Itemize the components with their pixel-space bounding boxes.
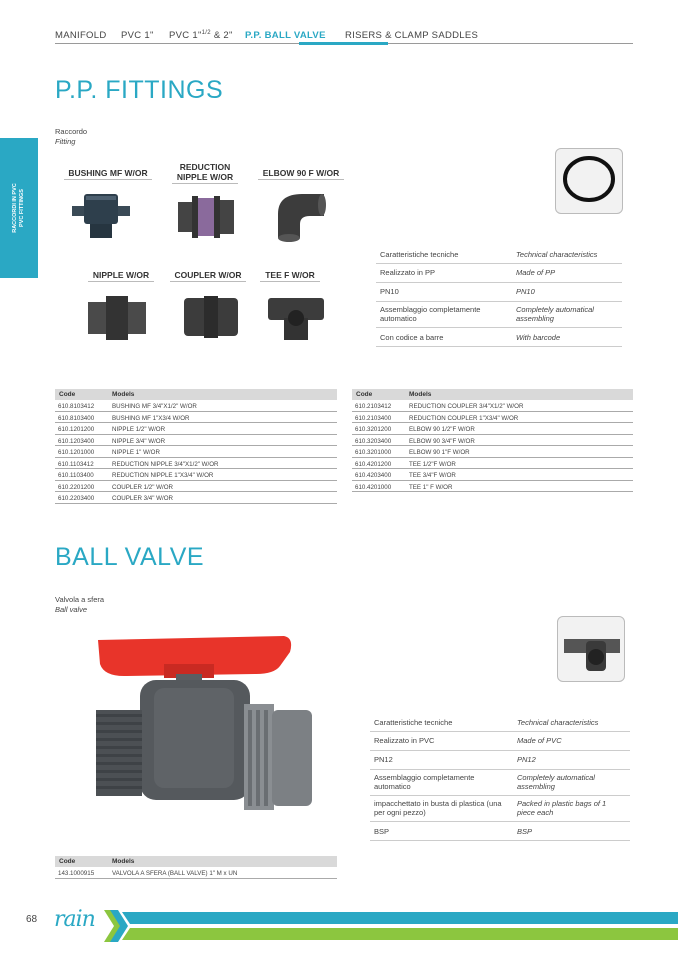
label-elbow-90: ELBOW 90 F W/OR xyxy=(258,168,344,180)
fittings-chars-it-4: Con codice a barre xyxy=(380,333,444,342)
table-header xyxy=(55,389,337,400)
nav-pvc-1-half-2-tail: & 2" xyxy=(210,30,233,42)
label-coupler: COUPLER W/OR xyxy=(170,270,246,282)
cell-model: NIPPLE 1/2" W/OR xyxy=(112,426,166,433)
fittings-chars-en-2: PN10 xyxy=(516,287,535,296)
ballvalve-chars-en-2: PN12 xyxy=(517,755,536,764)
nav-manifold[interactable]: MANIFOLD xyxy=(55,30,107,41)
table-row xyxy=(352,435,633,447)
cell-code: 610.1103400 xyxy=(58,472,94,479)
cell-code: 143.1000915 xyxy=(58,870,95,877)
side-tab-line1: RACCORDI IN PVC xyxy=(12,183,18,233)
side-tab-line2: PVC FITTINGS xyxy=(19,189,25,227)
header-code: Code xyxy=(59,391,76,398)
ballvalve-subtitle xyxy=(55,595,104,614)
ballvalve-chars-head-it: Caratteristiche tecniche xyxy=(374,718,453,727)
nav-pvc-1-half-2[interactable] xyxy=(169,30,233,41)
table-row xyxy=(352,481,633,493)
cell-code: 610.2103400 xyxy=(355,414,392,422)
ballvalve-code-table xyxy=(55,856,337,880)
label-nipple: NIPPLE W/OR xyxy=(88,270,154,282)
o-ring-icon xyxy=(556,149,622,213)
ballvalve-subtitle-en: Ball valve xyxy=(55,604,88,614)
cell-code: 610.4201000 xyxy=(355,483,392,491)
footer-stripes xyxy=(104,908,678,944)
ball-valve-thumbnail xyxy=(557,616,625,682)
fittings-chars-it-1: Realizzato in PP xyxy=(380,268,436,277)
table-row xyxy=(55,400,337,412)
nipple-image xyxy=(86,292,148,344)
o-ring-thumbnail xyxy=(555,148,623,214)
header-models: Models xyxy=(112,391,135,398)
coupler-image xyxy=(180,292,242,342)
table-row xyxy=(352,446,633,458)
page-number: 68 xyxy=(26,914,38,925)
table-row xyxy=(352,412,633,424)
cell-code: 610.1103412 xyxy=(58,460,94,468)
fittings-chars-row xyxy=(376,283,622,302)
nav-risers-clamp-saddles[interactable]: RISERS & CLAMP SADDLES xyxy=(345,30,479,41)
ballvalve-chars-row xyxy=(370,822,630,841)
ballvalve-chars-it-1: Realizzato in PVC xyxy=(374,736,435,745)
cell-code: 610.3201000 xyxy=(355,449,392,456)
table-header xyxy=(352,389,633,400)
ballvalve-chars-en-3: Completely automatical assembling xyxy=(517,773,595,791)
ballvalve-chars-it-3: Assemblaggio completamente automatico xyxy=(374,773,475,791)
label-tee-f: TEE F W/OR xyxy=(260,270,320,282)
cell-model: TEE 1" F W/OR xyxy=(409,483,453,491)
cell-model: TEE 3/4"F W/OR xyxy=(409,472,456,479)
cell-code: 610.8103412 xyxy=(58,403,95,410)
cell-code: 610.8103400 xyxy=(58,414,95,422)
elbow-90-image xyxy=(272,188,328,244)
nav-active-underline xyxy=(299,42,388,45)
nav-pvc-1-half-2-main: PVC 1" xyxy=(169,30,202,42)
ballvalve-chars-header xyxy=(370,713,630,732)
cell-model: REDUCTION NIPPLE 3/4"X1/2" W/OR xyxy=(112,460,219,468)
side-tab-text xyxy=(12,183,26,233)
nav-pvc-1-half-2-sup: 1/2 xyxy=(201,30,211,36)
cell-code: 610.1203400 xyxy=(58,437,95,445)
reduction-nipple-image xyxy=(176,192,236,242)
cell-model: ELBOW 90 1"F W/OR xyxy=(409,449,470,456)
tee-f-image xyxy=(266,292,326,342)
cell-model: BUSHING MF 1"X3/4 W/OR xyxy=(112,414,190,422)
cell-model: COUPLER 3/4" W/OR xyxy=(112,495,173,502)
fittings-chars-en-3: Completely automatical assembling xyxy=(516,305,594,323)
fittings-chars-header xyxy=(376,245,622,264)
ballvalve-chars-row xyxy=(370,770,630,796)
ballvalve-characteristics xyxy=(370,713,630,843)
label-reduction-line2: NIPPLE W/OR xyxy=(176,172,234,182)
ballvalve-chars-it-2: PN12 xyxy=(374,755,393,764)
cell-code: 610.4201200 xyxy=(355,460,392,468)
label-bushing-mf: BUSHING MF W/OR xyxy=(64,168,152,180)
cell-code: 610.2203400 xyxy=(58,495,95,502)
side-tab xyxy=(0,138,38,278)
ballvalve-chars-en-1: Made of PVC xyxy=(517,736,562,745)
cell-code: 610.4203400 xyxy=(355,472,392,479)
fittings-chars-row xyxy=(376,328,622,347)
cell-model: VALVOLA A SFERA (BALL VALVE) 1" M x UN xyxy=(112,870,238,877)
table-row xyxy=(55,446,337,458)
cell-code: 610.3201200 xyxy=(355,426,392,433)
top-navigation xyxy=(55,28,633,44)
table-row xyxy=(352,458,633,470)
cell-model: COUPLER 1/2" W/OR xyxy=(112,483,173,491)
cell-model: NIPPLE 3/4" W/OR xyxy=(112,437,166,445)
cell-code: 610.3203400 xyxy=(355,437,392,445)
header-code: Code xyxy=(356,391,373,398)
cell-model: NIPPLE 1" W/OR xyxy=(112,449,160,456)
ballvalve-subtitle-it: Valvola a sfera xyxy=(55,595,105,604)
cell-model: REDUCTION COUPLER 1"X3/4" W/OR xyxy=(409,414,519,422)
ballvalve-chars-en-4: Packed in plastic bags of 1 piece each xyxy=(517,799,607,817)
fittings-chars-head-it: Caratteristiche tecniche xyxy=(380,250,459,259)
cell-model: REDUCTION NIPPLE 1"X3/4" W/OR xyxy=(112,472,214,479)
fittings-characteristics xyxy=(376,245,622,353)
ballvalve-chars-head-en: Technical characteristics xyxy=(517,718,599,727)
table-row xyxy=(55,867,337,879)
fittings-chars-head-en: Technical characteristics xyxy=(516,250,598,259)
cell-model: BUSHING MF 3/4"X1/2" W/OR xyxy=(112,403,197,410)
table-row xyxy=(55,412,337,424)
ballvalve-chars-it-5: BSP xyxy=(374,827,390,836)
cell-code: 610.1201200 xyxy=(58,426,95,433)
ball-valve-image xyxy=(84,630,324,820)
cell-model: REDUCTION COUPLER 3/4"X1/2" W/OR xyxy=(409,403,524,410)
header-models: Models xyxy=(409,391,432,398)
fittings-subtitle xyxy=(55,127,87,146)
nav-pvc-1[interactable]: PVC 1" xyxy=(121,30,154,41)
ballvalve-chars-row xyxy=(370,732,630,751)
cell-code: 610.2201200 xyxy=(58,483,95,491)
table-header xyxy=(55,856,337,867)
cell-model: ELBOW 90 1/2"F W/OR xyxy=(409,426,475,433)
fittings-chars-it-3: Assemblaggio completamente automatico xyxy=(380,305,481,323)
fittings-title: P.P. FITTINGS xyxy=(55,76,224,104)
cell-model: ELBOW 90 3/4"F W/OR xyxy=(409,437,475,445)
label-reduction-nipple xyxy=(172,162,238,184)
table-row xyxy=(352,423,633,435)
label-reduction-line1: REDUCTION xyxy=(179,162,231,172)
table-row xyxy=(55,458,337,470)
fittings-chars-row xyxy=(376,264,622,283)
table-row xyxy=(55,423,337,435)
ballvalve-chars-row xyxy=(370,751,630,770)
header-models: Models xyxy=(112,858,135,865)
fittings-code-table-left xyxy=(55,389,337,507)
nav-pp-ball-valve[interactable]: P.P. BALL VALVE xyxy=(245,30,326,41)
fittings-subtitle-en: Fitting xyxy=(55,136,76,146)
cell-code: 610.2103412 xyxy=(355,403,392,410)
ballvalve-chars-row xyxy=(370,796,630,822)
fittings-code-table-right xyxy=(352,389,633,493)
table-row xyxy=(352,400,633,412)
cell-model: TEE 1/2"F W/OR xyxy=(409,460,456,468)
table-row xyxy=(55,481,337,493)
fittings-chars-en-1: Made of PP xyxy=(516,268,556,277)
header-code: Code xyxy=(59,858,76,865)
cell-code: 610.1201000 xyxy=(58,449,95,456)
table-row xyxy=(352,469,633,481)
fittings-chars-it-2: PN10 xyxy=(380,287,399,296)
fittings-subtitle-it: Raccordo xyxy=(55,127,88,136)
fittings-chars-row xyxy=(376,302,622,328)
ballvalve-chars-it-4: impacchettato in busta di plastica (una per ogni pezzo) xyxy=(374,799,502,817)
pipe-fitting-icon xyxy=(558,617,624,681)
ballvalve-chars-en-5: BSP xyxy=(517,827,533,836)
rain-logo: rain xyxy=(54,907,95,932)
table-row xyxy=(55,492,337,504)
ballvalve-title: BALL VALVE xyxy=(55,543,205,571)
table-row xyxy=(55,435,337,447)
bushing-mf-image xyxy=(70,188,132,240)
fittings-chars-en-4: With barcode xyxy=(516,333,561,342)
table-row xyxy=(55,469,337,481)
